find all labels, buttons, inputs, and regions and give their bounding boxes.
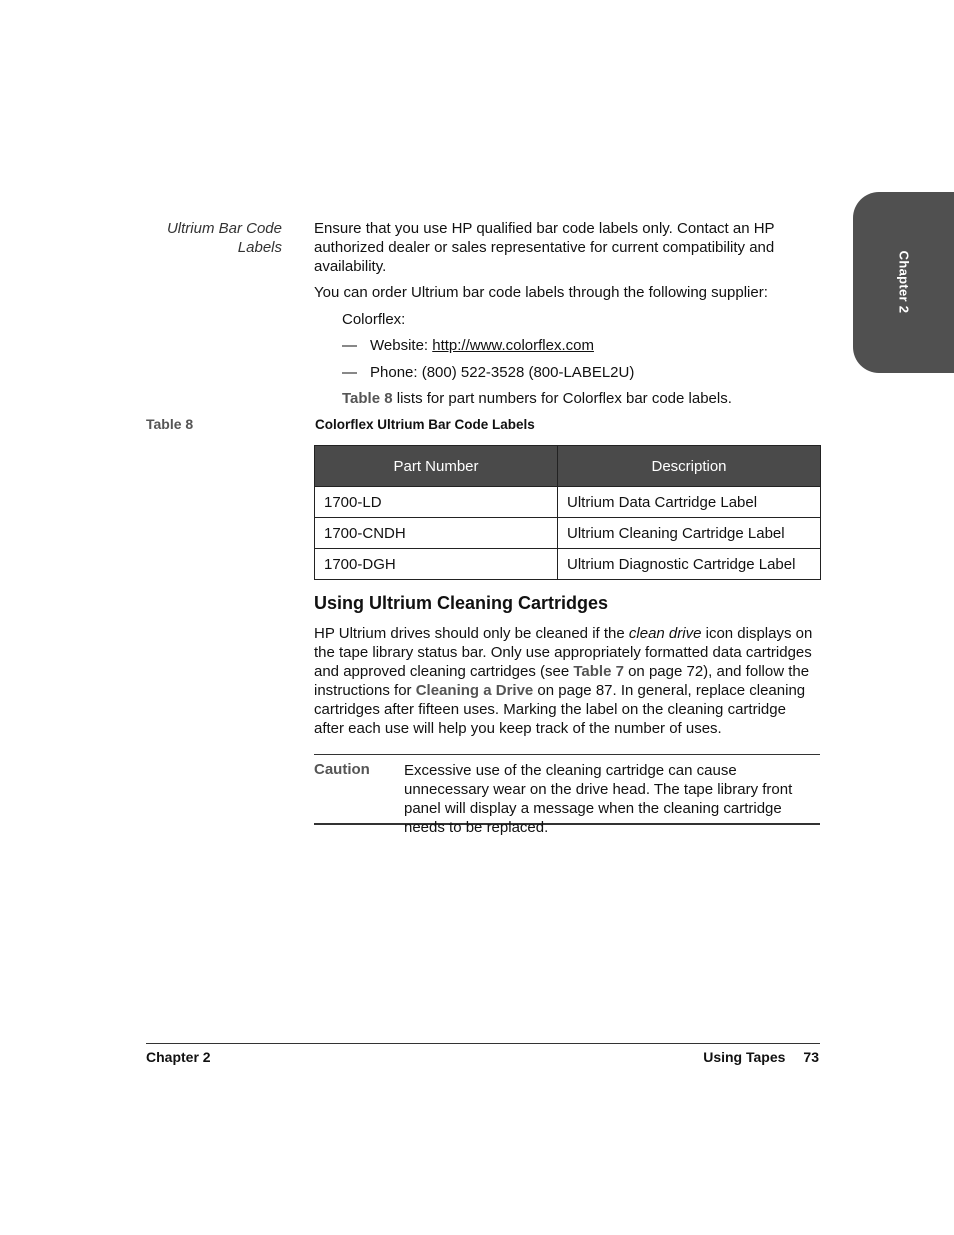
table-row: [315, 549, 821, 580]
website-dash: —: [342, 337, 357, 354]
phone-dash: —: [342, 364, 357, 381]
phone-line: [314, 363, 820, 382]
footer-rule: [146, 1043, 820, 1044]
intro-paragraph-2: You can order Ultrium bar code labels through the following supplier:: [314, 284, 768, 301]
table-number: Table 8: [146, 416, 194, 432]
clean-drive-term: clean drive: [628, 625, 702, 642]
caution-box: [314, 754, 820, 836]
table-7-link[interactable]: Table 7: [573, 663, 624, 680]
part-number-cell: 1700-DGH: [315, 549, 558, 580]
description-cell: Ultrium Diagnostic Cartridge Label: [558, 549, 821, 580]
footer-chapter: Chapter 2: [146, 1049, 211, 1065]
intro-body: [314, 219, 820, 408]
website-prefix: Website:: [370, 337, 433, 354]
table-8-link[interactable]: Table 8: [342, 390, 393, 407]
chapter-tab-label: Chapter 2: [896, 250, 911, 314]
chapter-tab: [853, 192, 954, 373]
header-part-number: Part Number: [315, 446, 558, 487]
table-header-row: [315, 446, 821, 487]
supplier-name: Colorflex:: [342, 311, 406, 328]
table-reference-suffix: lists for part numbers for Colorflex bar code labels.: [392, 390, 732, 407]
caution-label: Caution: [314, 761, 370, 778]
part-number-cell: 1700-CNDH: [315, 518, 558, 549]
table-reference-line: [314, 389, 820, 408]
cleaning-a-drive-link[interactable]: Cleaning a Drive: [415, 682, 534, 699]
footer-right: [703, 1049, 819, 1065]
website-link[interactable]: http://www.colorflex.com: [432, 337, 594, 354]
part-number-cell: 1700-LD: [315, 487, 558, 518]
section-text-7: on page 87. In general, replace cleaning cartridges after fifteen uses. Marking the label on the cleaning cartridge after each use will help you keep track of the number of uses.: [314, 682, 806, 737]
phone-text: Phone: (800) 522-3528 (800-LABEL2U): [370, 364, 635, 381]
margin-heading: [120, 219, 282, 257]
header-description: Description: [558, 446, 821, 487]
section-heading: Using Ultrium Cleaning Cartridges: [314, 593, 609, 613]
caution-text: Excessive use of the cleaning cartridge can cause unnecessary wear on the drive head. The tape library front panel will display a message when the cleaning cartridge needs to be replaced.: [404, 762, 793, 836]
section-paragraph: [314, 624, 820, 738]
table-row: [315, 518, 821, 549]
footer-section: Using Tapes: [703, 1049, 786, 1065]
part-numbers-table: [314, 445, 821, 580]
section-text-3: icon displays on the tape library status bar. Only use appropriately formatted data cartridges and approved cleaning cartridges (see: [314, 625, 813, 680]
description-cell: Ultrium Data Cartridge Label: [558, 487, 821, 518]
page-number: 73: [803, 1049, 819, 1065]
section-text-1: HP Ultrium drives should only be cleaned if the: [314, 625, 629, 642]
website-line: [314, 336, 820, 355]
table-title: Colorflex Ultrium Bar Code Labels: [315, 417, 535, 432]
table-row: [315, 487, 821, 518]
intro-paragraph-1: Ensure that you use HP qualified bar code labels only. Contact an HP authorized dealer or sales representative for current compatibility and availability.: [314, 220, 775, 275]
margin-heading-line2: Labels: [237, 239, 282, 256]
section-body: [314, 624, 820, 738]
margin-heading-line1: Ultrium Bar Code: [166, 220, 282, 237]
section-text-5: on page 72), and follow the instructions for: [314, 663, 810, 699]
description-cell: Ultrium Cleaning Cartridge Label: [558, 518, 821, 549]
